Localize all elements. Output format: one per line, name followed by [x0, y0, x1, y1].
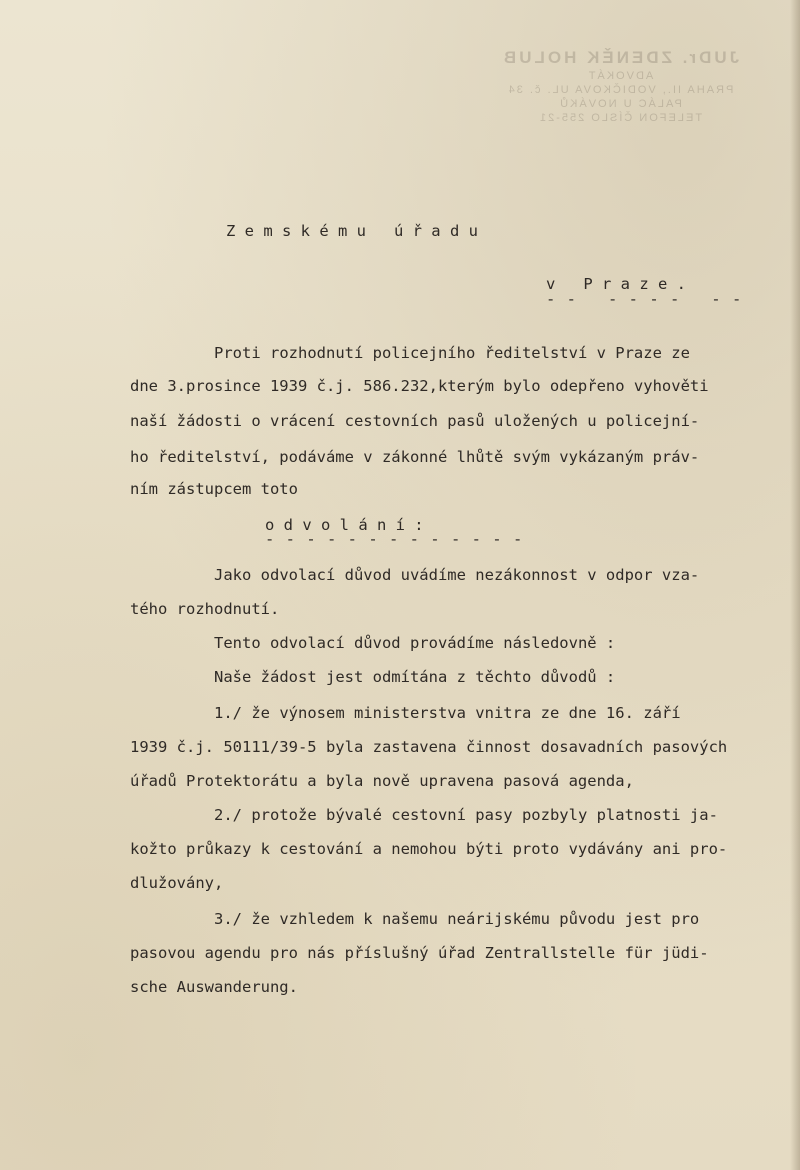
letterhead-address: PRAHA II., VODIČKOVA UL. č. 34 — [506, 84, 734, 96]
letterhead-name: JUDr. ZDENĚK HOLUB — [500, 48, 740, 67]
body-line-2: tého rozhodnutí. — [130, 600, 280, 618]
intro-line-1: Proti rozhodnutí policejního ředitelství v Praze ze — [214, 344, 690, 362]
body-line-8: 2./ protože bývalé cestovní pasy pozbyly platnosti ja- — [214, 806, 718, 824]
body-line-12: pasovou agendu pro nás příslušný úřad Zentrallstelle für jüdi- — [130, 944, 709, 962]
intro-line-4: ho ředitelství, podáváme v zákonné lhůtě svým vykázaným práv- — [130, 448, 700, 466]
body-line-7: úřadů Protektorátu a byla nově upravena pasová agenda, — [130, 772, 634, 790]
body-line-1: Jako odvolací důvod uvádíme nezákonnost v odpor vza- — [214, 566, 700, 584]
letterhead-role: ADVOKÁT — [586, 70, 654, 82]
recipient-line-1: Z e m s k é m u ú ř a d u — [226, 222, 478, 240]
recipient-underline: - - - - - - - - — [546, 290, 743, 308]
body-line-6: 1939 č.j. 50111/39-5 byla zastavena činnost dosavadních pasových — [130, 738, 728, 756]
body-line-13: sche Auswanderung. — [130, 978, 298, 996]
body-line-11: 3./ že vzhledem k našemu neárijskému původu jest pro — [214, 910, 700, 928]
intro-line-2: dne 3.prosince 1939 č.j. 586.232,kterým bylo odepřeno vyhověti — [130, 377, 709, 395]
body-line-9: kožto průkazy k cestování a nemohou býti proto vydávány ani pro- — [130, 840, 728, 858]
bleed-through-letterhead — [470, 48, 770, 124]
appeal-heading: o d v o l á n í : — [265, 516, 424, 534]
intro-line-3: naší žádosti o vrácení cestovních pasů uložených u policejní- — [130, 412, 700, 430]
body-line-4: Naše žádost jest odmítána z těchto důvodů : — [214, 668, 616, 686]
intro-line-5: ním zástupcem toto — [130, 480, 298, 498]
letterhead-phone: TELEFON ČÍSLO 255-21 — [537, 112, 703, 124]
body-line-5: 1./ že výnosem ministerstva vnitra ze dne 16. září — [214, 704, 681, 722]
recipient-line-2: v P r a z e . — [546, 275, 686, 293]
body-line-3: Tento odvolací důvod provádíme následovně : — [214, 634, 616, 652]
appeal-heading-underline: - - - - - - - - - - - - - — [265, 530, 524, 548]
body-line-10: dlužovány, — [130, 874, 224, 892]
page-edge-shadow — [790, 0, 800, 1170]
letterhead-building: PALÁC U NOVÁKŮ — [558, 98, 682, 110]
